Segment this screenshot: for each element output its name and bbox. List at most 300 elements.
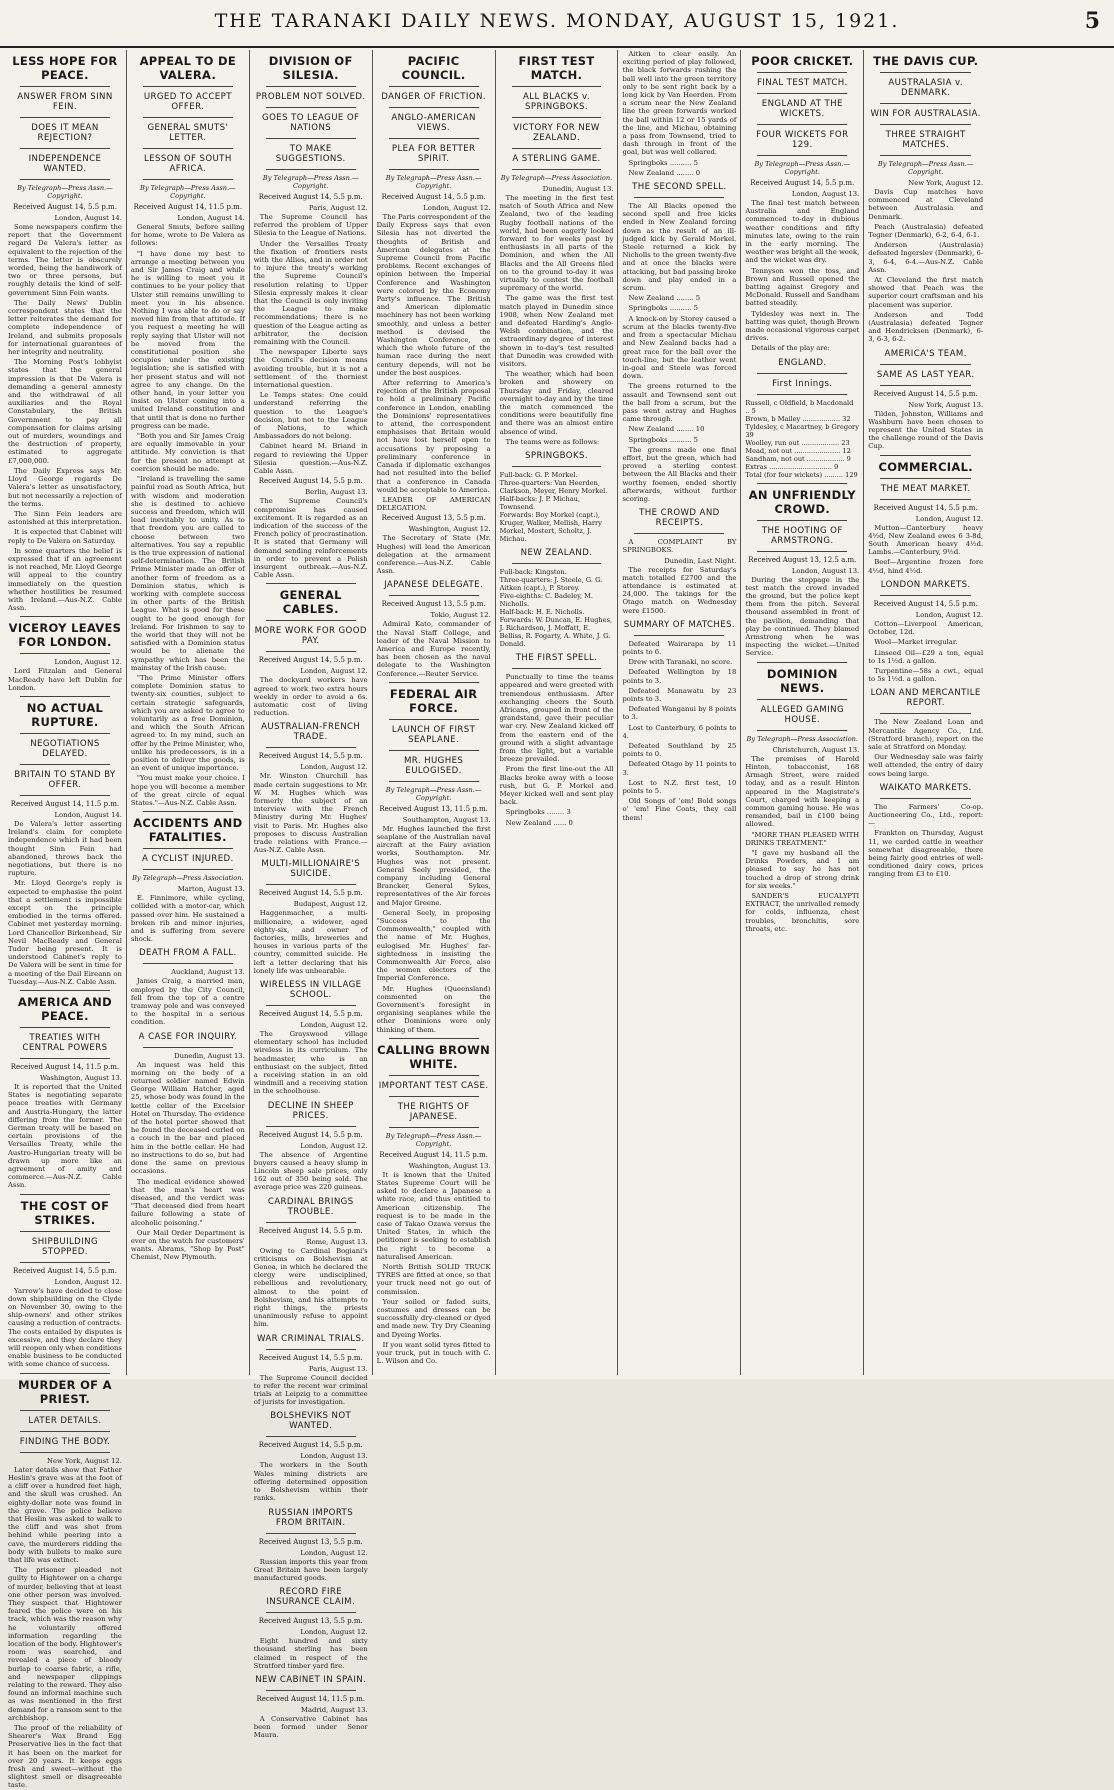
article-paragraph: Tennyson won the toss, and Brown and Russell opened the batting against Gregory and McDonald. Russell and Sandham batted steadily. bbox=[745, 266, 860, 308]
article-paragraph: Yarrow's have decided to close down shipbuilding on the Clyde on November 30, owing to the ship-owners' and other strikes causing a reduction of contracts. The costs entailed by disputes is excessive, and they declare they will reopen only when conditions enable business to be conducted with some chance of success. bbox=[8, 1286, 122, 1369]
article bbox=[131, 811, 245, 943]
article-subheading: ANGLO-AMERICAN VIEWS. bbox=[391, 113, 476, 133]
divider bbox=[20, 1262, 110, 1263]
divider bbox=[389, 781, 479, 782]
divider bbox=[266, 1222, 356, 1223]
article-subheading: AUSTRALASIA v. DENMARK. bbox=[888, 78, 963, 98]
article-dateline: Washington, August 13. bbox=[39, 1074, 122, 1083]
divider bbox=[880, 713, 971, 714]
team-list-row: Half-backs: J. P. Michau, Townsend. bbox=[499, 495, 581, 512]
article bbox=[622, 50, 736, 177]
article-paragraph: Eight hundred and sixty thousand sterling has been claimed in respect of the Stratford timber yard fire. bbox=[253, 1637, 368, 1670]
divider bbox=[389, 682, 479, 683]
divider bbox=[389, 138, 479, 139]
article-paragraph: Tilden, Johnston, Williams and Washburn have been chosen to represent the United States in the challenge round of the Davis Cup. bbox=[868, 409, 984, 451]
article-paragraph: Haggenmacher, a multi-millionaire, a widower, aged eighty-six, and owner of factories, mills, breweries and houses in various parts of the country, committed suicide. He left a letter declaring that his lonely life was unbearable. bbox=[253, 909, 368, 975]
article-paragraph: Mr. Hughes launched the first seaplane of the Australian naval aircraft at the Fairy aviation works, Southampton. Mr. Hughes was not present. General Seely presided, the company including General Brancker, General Sykes, representatives of the Air forces and Major Greene. bbox=[376, 824, 491, 907]
article bbox=[254, 1101, 368, 1192]
article bbox=[745, 662, 859, 933]
article-paragraph: The Grayswood village elementary school has included wireless in its curriculum. The headmaster, who is an enthusiast on the subject, fitted a receiving station in an old windmill and a receiving station in the schoolhouse. bbox=[253, 1030, 368, 1096]
divider bbox=[880, 455, 971, 456]
article-byline: By Telegraph—Press Assn.—Copyright. bbox=[262, 174, 359, 190]
article-received: Received August 14, 5.5 p.m. bbox=[258, 1130, 363, 1139]
article-headline: FIRST TEST MATCH. bbox=[518, 54, 595, 82]
divider bbox=[266, 169, 356, 170]
article-paragraph: Springboks ........ 3 bbox=[505, 808, 571, 817]
article-subheading: GOES TO LEAGUE OF NATIONS bbox=[262, 113, 360, 133]
article-dateline: New York, August 12. bbox=[908, 179, 984, 187]
article-paragraph: De Valera's letter asserting Ireland's claim for complete independence which it had been thought Sinn Fein had abandoned, throws back the negotiations, but there is no rupture. bbox=[8, 819, 122, 878]
article bbox=[254, 1587, 368, 1670]
article-paragraph: Later details show that Father Heslin's grave was at the foot of a cliff over a hundred feet high, and the skull was crushed. An eighty-dollar note was found in the grave. The police believe that Heslin was asked to walk to the cliff and was shot from behind while peering into a cave, the murderers ridding the body with bullets to make sure that life was extinct. bbox=[8, 1465, 122, 1564]
article-subheading: THE HOOTING OF ARMSTRONG. bbox=[761, 525, 843, 546]
article-paragraph: At Cleveland the first match showed that Peach was the superior court craftsman and his placement was superior. bbox=[868, 276, 984, 309]
article-received: Received August 13, 12.5 a.m. bbox=[748, 555, 857, 564]
article-subheading: NEW ZEALAND. bbox=[520, 548, 593, 559]
article-dateline: London, August 13. bbox=[300, 1452, 368, 1461]
divider bbox=[880, 595, 971, 596]
article-paragraph: The premises of Harold Hinton, tobacconist, 168 Armagh Street, were raided today, and as a result Hinton appeared in the Magistrate's Court, charged with keeping a common gaming house. He was remanded, bail in £100 being allowed. bbox=[745, 754, 860, 829]
article-paragraph: The dockyard workers have agreed to work two extra hours weekly in order to avoid a 6s. automatic cost of living reduction. bbox=[253, 676, 368, 718]
article-paragraph: Your soiled or faded suits, costumes and dresses can be successfully dry-cleaned or dyed and made new. Try Dry Cleaning and Dyeing Works. bbox=[376, 1297, 491, 1339]
article-dateline: London, August 12. bbox=[300, 1548, 368, 1557]
article-subheading: SHIPBUILDING STOPPED. bbox=[31, 1236, 99, 1257]
article-paragraph: E. Finnimore, while cycling, collided with a motor-car, which passed over him. He sustained a broken rib and minor injuries, and is suffering from severe shock. bbox=[130, 894, 245, 944]
masthead bbox=[0, 0, 1114, 48]
article-received: Received August 13, 5.5 p.m. bbox=[381, 600, 486, 609]
divider bbox=[143, 117, 233, 118]
article bbox=[500, 653, 614, 827]
divider bbox=[512, 86, 602, 87]
divider bbox=[266, 1349, 356, 1350]
page-number: 5 bbox=[1084, 8, 1100, 34]
article-paragraph: A knock-on by Storey caused a scrum at the blacks twenty-five and from a spectacular Michau and New Zealand backs had a great race for the ball over the touch-line, but the leather went in-goal and Steele was forced down. bbox=[622, 314, 737, 381]
article-dateline: Washington, August 13. bbox=[408, 1161, 491, 1170]
article-headline: APPEAL TO DE VALERA. bbox=[139, 54, 237, 82]
divider bbox=[757, 551, 847, 552]
article-subheading: NEW CABINET IN SPAIN. bbox=[255, 1674, 367, 1685]
divider bbox=[757, 373, 847, 374]
article-paragraph: Linseed Oil—£29 a ton, equal to 1s 1½d. a gallon. bbox=[868, 648, 984, 665]
article bbox=[377, 514, 491, 575]
divider bbox=[266, 1690, 356, 1691]
article-subheading: DEATH FROM A FALL. bbox=[138, 948, 237, 959]
team-list-row: Sandham, not out .................. 9 bbox=[745, 454, 851, 463]
article-paragraph: General Seely, in proposing "Success to the Commonwealth," coupled with the name of Mr. Hughes, eulogised Mr. Hughes' far-sightedness in insisting the Commonwealth Air Force, also the women electors of the Imperial Conference. bbox=[376, 908, 491, 983]
article-paragraph: The meeting in the first test match of South Africa and New Zealand, two of the leading Rugby football nations of the world, had been eagerly looked forward to for weeks past by enthusiasts in all parts of the Dominion, and when the All Blacks and the All Greens filed on to the ground to-day it was virtually to contest the football supremacy of the world. bbox=[499, 194, 614, 293]
article-subheading: INDEPENDENCE WANTED. bbox=[28, 154, 102, 174]
divider bbox=[20, 733, 110, 734]
article-received: Received August 14, 5.5 p.m. bbox=[258, 1441, 363, 1450]
article-subheading: THREE STRAIGHT MATCHES. bbox=[885, 130, 966, 150]
divider bbox=[143, 148, 233, 149]
article-subheading: THE FIRST SPELL. bbox=[515, 653, 598, 664]
article-paragraph: New Zealand ...... 0 bbox=[505, 818, 573, 827]
article-paragraph: From the first line-out the All Blacks broke away with a loose rush, but G. P. Morkel and Meyer kicked well and sent play back. bbox=[499, 765, 614, 807]
article-subheading: MORE WORK FOR GOOD PAY. bbox=[254, 626, 367, 647]
article-byline: By Telegraph—Press Assn.—Copyright. bbox=[385, 785, 482, 802]
team-list-row: Total (for four wickets) ......... 129 bbox=[745, 470, 858, 479]
divider bbox=[389, 595, 479, 596]
article-dateline: Budapest, August 12. bbox=[293, 900, 368, 909]
article-subheading: ALLEGED GAMING HOUSE. bbox=[760, 704, 845, 725]
article-paragraph: New Zealand ........ 5 bbox=[628, 294, 701, 303]
article-dateline: London, August 12. bbox=[54, 658, 122, 667]
article-received: Received August 14, 11.5 p.m. bbox=[10, 1063, 120, 1072]
article bbox=[8, 616, 122, 692]
article bbox=[8, 1373, 122, 1790]
article-paragraph: The Morning Post's lobbyist states that the general impression is that De Valera is demanding a general amnesty and the withdrawal of all auxiliaries and the Royal Constabulary, the British Government to pay all compensation for claims arising out of murders, woundings and the destruction of property, estimated to aggregate £7,000,000. bbox=[8, 358, 122, 465]
team-list-row: Three-quarters: J. Steele, G. G. Aitken (capt.), P. Storey. bbox=[499, 576, 603, 593]
divider bbox=[757, 394, 847, 395]
divider bbox=[512, 117, 602, 118]
divider bbox=[143, 179, 233, 180]
article-paragraph: Our Mail Order Department is ever on the watch for customers' wants. Abrams, "Shop by Post" Chemist, New Plymouth. bbox=[130, 1228, 245, 1262]
column-5 bbox=[496, 50, 619, 1375]
article-headline: COMMERCIAL. bbox=[878, 459, 973, 474]
divider bbox=[512, 668, 602, 669]
divider bbox=[757, 699, 847, 700]
article-paragraph: Anderson and Todd (Australasia) defeated Tegner and Hendricksen (Denmark), 6-3, 6-3, 6-2. bbox=[868, 310, 984, 344]
article-paragraph: Punctually to time the teams appeared and were greeted with tremendous enthusiasm. After exchanging cheers the South Africans, grouped in front of the grandstand, gave their peculiar war cry. New Zealand kicked off from the eastern end of the ground with a slight advantage from the light, but a variable breeze prevailed. bbox=[499, 673, 614, 764]
article-dateline: Madrid, August 13. bbox=[301, 1705, 368, 1714]
article-subheading: AUSTRALIAN-FRENCH TRADE. bbox=[261, 722, 361, 743]
team-list-row: Mead, not out ...................... 12 bbox=[745, 446, 851, 455]
article bbox=[622, 557, 736, 615]
article-paragraph: The workers in the South Wales mining districts are offering determined opposition to Bolshevism within their ranks. bbox=[253, 1461, 368, 1503]
team-list-row: Russell, c Oldfield, b Macdonald .. 5 bbox=[745, 398, 854, 415]
article-paragraph: If you want solid tyres fitted to your truck, put in touch with C. L. Wilson and Co. bbox=[376, 1340, 491, 1366]
article bbox=[500, 54, 614, 446]
article-subheading: FINDING THE BODY. bbox=[19, 1436, 111, 1447]
article-byline: By Telegraph—Press Assn.—Copyright. bbox=[17, 184, 113, 200]
article-paragraph: Mutton—Canterbury heavy 4½d, New Zealand ewes 6 3-8d, South American heavy 4½d. Lambs.—Canterbury, 9½d. bbox=[868, 523, 984, 557]
article-dateline: Dunedin, August 13. bbox=[542, 185, 614, 193]
article-dateline: Dunedin, August 13. bbox=[174, 1051, 245, 1060]
divider bbox=[512, 563, 602, 564]
article-dateline: Rome, August 13. bbox=[306, 1237, 368, 1246]
article-subheading: ENGLAND AT THE WICKETS. bbox=[761, 99, 843, 119]
article-paragraph: The receipts for Saturday's match totalled £2700 and the attendance is estimated at 24,000. The takings for the Otago match on Wednesday were £1500. bbox=[622, 565, 737, 615]
article bbox=[254, 583, 368, 717]
divider bbox=[20, 1027, 110, 1028]
divider bbox=[389, 1075, 479, 1076]
article-paragraph: Springboks .......... 5 bbox=[628, 304, 698, 313]
team-list bbox=[745, 399, 859, 479]
article-byline: By Telegraph—Press Assn.—Copyright. bbox=[385, 1131, 482, 1148]
article-subheading: LATER DETAILS. bbox=[28, 1415, 102, 1426]
divider bbox=[266, 1005, 356, 1006]
article-paragraph: "You must make your choice. I hope you will become a member of the great circle of equal States."—Aus-N.Z. Cable Assn. bbox=[130, 774, 245, 808]
article-subheading: DECLINE IN SHEEP PRICES. bbox=[267, 1100, 354, 1121]
article bbox=[868, 455, 983, 575]
article-subheading: PLEA FOR BETTER SPIRIT. bbox=[391, 144, 476, 164]
article-subheading: AMERICA'S TEAM. bbox=[884, 348, 967, 359]
divider bbox=[20, 86, 110, 87]
article-paragraph: Defeated Otago by 11 points to 3. bbox=[622, 760, 737, 777]
article-paragraph: "Both you and Sir James Craig are equally immovable in your attitude. My conviction is that for the present no attempt at coercion should be made. bbox=[130, 432, 245, 473]
article-headline: LESS HOPE FOR PEACE. bbox=[12, 54, 118, 82]
article bbox=[254, 980, 368, 1096]
article-paragraph: Defeated Wanganui by 8 points to 3. bbox=[622, 705, 737, 722]
divider bbox=[880, 798, 971, 799]
article-subheading: THE CROWD AND RECEIPTS. bbox=[639, 508, 720, 529]
article-headline: ACCIDENTS AND FATALITIES. bbox=[133, 816, 243, 845]
article-headline: AMERICA AND PEACE. bbox=[17, 995, 112, 1024]
article-dateline: Paris, August 12. bbox=[308, 204, 368, 212]
article-received: Received August 14, 5.5 p.m. bbox=[258, 656, 363, 665]
article bbox=[254, 1675, 368, 1740]
article-paragraph: The Daily News' Dublin correspondent states that the letter reiterates the demand for complete independence of Ireland, and submits proposals for international guarantees of her integrity and neutrality. bbox=[8, 298, 122, 357]
article-paragraph: Mr. Hughes (Queensland) commented on the Government's foresight in organising seaplanes while the other Dominions were only thinking of them. bbox=[376, 984, 491, 1034]
article-received: Received August 13, 5.5 p.m. bbox=[381, 514, 486, 523]
article-dateline: Tokio, August 12. bbox=[430, 611, 491, 620]
article bbox=[8, 990, 122, 1190]
article bbox=[8, 54, 122, 612]
divider bbox=[757, 662, 847, 663]
article-paragraph: Turpentine—58s a cwt., equal to 5s 1½d. a gallon. bbox=[868, 666, 984, 684]
article-paragraph: The Supreme Council has referred the problem of Upper Silesia to the League of Nations. bbox=[253, 213, 368, 238]
divider bbox=[389, 750, 479, 751]
article-paragraph: Some newspapers confirm the report that the Government regard De Valera's letter as equivalent to the rejection of the terms. The letter is obscurely worded, being the handiwork of two or three persons, but roughly details the kind of self-government Sinn Fein wants. bbox=[8, 223, 122, 297]
article-received: Received August 13, 11.5 p.m. bbox=[379, 804, 488, 813]
article-received: Received August 14, 5.5 p.m. bbox=[258, 477, 363, 486]
article-paragraph: It is known that the United States Supreme Court will be asked to declare a Japanese a white race, and thus entitled to American citizenship. The request is to be made in the case of Takao Ozawa versus the United States, in which the petitioner is seeking to establish the right to become a naturalised American. bbox=[376, 1170, 491, 1261]
article-dateline: London, August 12. bbox=[300, 763, 368, 772]
article-paragraph: It is expected that Cabinet will reply to De Valera on Saturday. bbox=[8, 528, 122, 545]
article-paragraph: Lost to Canterbury, 6 points to 4. bbox=[622, 723, 737, 740]
article-subheading: SPRINGBOKS. bbox=[525, 451, 588, 462]
divider bbox=[20, 1452, 110, 1453]
divider bbox=[880, 103, 971, 104]
divider bbox=[20, 148, 110, 149]
article-headline: CALLING BROWN WHITE. bbox=[377, 1042, 491, 1071]
divider bbox=[20, 1058, 110, 1059]
article-received: Received August 14, 5.5 p.m. bbox=[258, 1226, 363, 1235]
article-dateline: Marton, August 13. bbox=[177, 885, 245, 894]
column-7 bbox=[741, 50, 864, 1375]
divider bbox=[512, 466, 602, 467]
divider bbox=[880, 499, 971, 500]
divider bbox=[757, 155, 847, 156]
article-received: Received August 14, 5.5 p.m. bbox=[258, 1010, 363, 1018]
article bbox=[254, 1508, 368, 1583]
article-paragraph: The proof of the reliability of Shearer's Wax Brand Egg Preservative lies in the fact that it has been on the market for over 20 years. It keeps eggs fresh and sweet—without the slightest smell or disagreeable taste. bbox=[8, 1723, 122, 1790]
article-subheading: DOES IT MEAN REJECTION? bbox=[31, 123, 99, 143]
article-paragraph: After referring to America's rejection of the British proposal to hold a preliminary Pacific conference in London, enabling the Dominions' representatives to attend, the correspondent emphasises that Britain would not have lost herself open to accusations by proposing a preliminary conference in Canada if diplomatic exchanges had not resulted into the belief that a conference in Canada would be acceptable to America. bbox=[376, 379, 491, 494]
divider bbox=[20, 653, 110, 654]
article-paragraph: Aitken to clear easily. An exciting period of play followed, the black forwards rushing the ball well into the green territory only to be sent right back by a long kick by Van Heerden. From a scrum near the New Zealand line the green forwards worked the ball within 12 or 15 yards of the line, and Michau, obtaining a pass from Townsend, tried to dash through in front of the goal, but was well collared. bbox=[622, 50, 737, 157]
article-subheading: VICTORY FOR NEW ZEALAND. bbox=[513, 123, 600, 143]
article-dateline: London, August 12. bbox=[423, 204, 491, 212]
divider bbox=[20, 1431, 110, 1432]
team-list-row: Brown, b Mailey .................. 32 bbox=[745, 414, 851, 423]
article-byline: By Telegraph—Press Assn.—Copyright. bbox=[754, 160, 851, 176]
article-dateline: London, August 12. bbox=[915, 514, 984, 523]
divider bbox=[266, 583, 356, 584]
article bbox=[131, 1032, 245, 1262]
article-headline: FEDERAL AIR FORCE. bbox=[389, 686, 478, 715]
article-paragraph: Owing to Cardinal Bogiani's criticisms on Bolshevism at Genoa, in which he declared the clergy were undisciplined, rebellious and revolutionary, almost to the point of Bolshevism, and his attempts to right things, the priests unanimously refuse to appoint him. bbox=[253, 1246, 368, 1329]
article-paragraph: Mr. Winston Churchill has made certain suggestions to Mr. W. M. Hughes which was formerly the subject of an interview with the French Ministry during Mr. Hughes' visit to Paris. Mr. Hughes also proposes to discuss Australian trade relations with France.—Aus-N.Z. Cable Assn. bbox=[253, 772, 368, 855]
divider bbox=[757, 483, 847, 484]
article-dateline: London, August 12. bbox=[300, 1141, 368, 1150]
article-byline: By Telegraph—Press Assn.—Copyright. bbox=[877, 160, 974, 176]
article bbox=[868, 54, 983, 344]
article-paragraph: Drew with Taranaki, no score. bbox=[628, 658, 733, 667]
article-paragraph: A COMPLAINT BY SPRINGBOKS. bbox=[622, 538, 737, 555]
article-received: Received August 14, 5.5 p.m. bbox=[873, 389, 978, 398]
article-received: Received August 14, 5.5 p.m. bbox=[873, 599, 978, 608]
article-paragraph: Defeated Wairarapa by 11 points to 6. bbox=[622, 639, 737, 656]
article-paragraph: A Conservative Cabinet has been formed under Senor Maura. bbox=[253, 1714, 368, 1740]
article-paragraph: Springboks .......... 5 bbox=[628, 435, 698, 444]
article-paragraph: The greens returned to the assault and Townsend sent out the ball from a scrum, but the pass went astray and Hughes came through. bbox=[622, 382, 737, 424]
team-list-row: Woolley, run out .................. 23 bbox=[745, 438, 850, 447]
divider bbox=[266, 651, 356, 652]
article-subheading: THE RIGHTS OF JAPANESE. bbox=[397, 1101, 470, 1122]
article-byline: By Telegraph—Press Association. bbox=[500, 174, 613, 182]
columns bbox=[4, 50, 1110, 1790]
article-subheading: FOUR WICKETS FOR 129. bbox=[756, 130, 849, 150]
article-paragraph: The Secretary of State (Mr. Hughes) will lead the American delegation at the armament conference.—Aus-N.Z. Cable Assn. bbox=[376, 534, 491, 576]
article-subheading: GENERAL SMUTS' LETTER. bbox=[147, 123, 229, 143]
article bbox=[745, 54, 859, 353]
divider bbox=[266, 86, 356, 87]
team-list-row: Half-back: H. E. Nicholls. bbox=[499, 608, 585, 617]
article-headline: MURDER OF A PRIEST. bbox=[18, 1377, 112, 1406]
divider bbox=[757, 72, 847, 73]
article-dateline: New York, August 12. bbox=[47, 1456, 122, 1465]
article-paragraph: Beef—Argentine frozen fore 4½d, hind 4½d. bbox=[868, 558, 984, 575]
article-paragraph: The All Blacks opened the second spell and free kicks ended in New Zealand forcing down as the result of an ill-judged kick by Gerald Morkel. Steele returned a kick by Nicholls to the green twenty-five and at once the blacks were attacking, but bad passing broke down and play ended in a scrum. bbox=[622, 202, 737, 293]
team-list bbox=[500, 471, 614, 543]
article-paragraph: The absence of Argentine buyers caused a heavy slump in Lincoln sheep sale prices, only 162 out of 350 being sold. The average price was 220 guineas. bbox=[253, 1150, 368, 1192]
article-dateline: Paris, August 13. bbox=[308, 1364, 368, 1373]
masthead-title: THE TARANAKI DAILY NEWS. MONDAY, AUGUST 15, 1921. bbox=[214, 10, 900, 32]
article-subheading: MR. HUGHES EULOGISED. bbox=[403, 755, 464, 776]
article-paragraph: Springboks .......... 5 bbox=[628, 158, 698, 167]
article bbox=[254, 1197, 368, 1329]
article bbox=[868, 688, 983, 777]
article-dateline: London, August 14. bbox=[54, 214, 122, 222]
divider bbox=[880, 385, 971, 386]
article-subheading: RUSSIAN IMPORTS FROM BRITAIN. bbox=[268, 1507, 354, 1528]
divider bbox=[880, 124, 971, 125]
article-paragraph: During the stoppage in the test match the crowd invaded the ground, but the police kept them from the pitch. Several thousand assembled in front of the pavilion, demanding that play be continued. They blamed Armstrong when he was inspecting the wicket.—United Service. bbox=[745, 575, 860, 658]
article-subheading: URGED TO ACCEPT OFFER. bbox=[143, 92, 232, 112]
divider bbox=[143, 86, 233, 87]
article-paragraph: The greens made one final effort, but the green, which had proved a sterling contest between the All Blacks and their worthy foemen, ended shortly afterwards, without further scoring. bbox=[622, 445, 737, 503]
article bbox=[500, 451, 614, 543]
divider bbox=[757, 93, 847, 94]
article-paragraph: North British SOLID TRUCK TYRES are fitted at once, so that your truck need not go out of commission. bbox=[376, 1263, 491, 1296]
article-subheading: MULTI-MILLIONAIRE'S SUICIDE. bbox=[261, 859, 361, 880]
divider bbox=[880, 364, 971, 365]
divider bbox=[757, 520, 847, 521]
divider bbox=[266, 1436, 356, 1437]
article-dateline: Berlin, August 13. bbox=[305, 488, 368, 497]
article-dateline: London, August 14. bbox=[177, 214, 245, 222]
divider bbox=[880, 155, 971, 156]
divider bbox=[512, 169, 602, 170]
team-list-row: Full-back: Kingston. bbox=[499, 568, 567, 577]
article-paragraph: Lost to N.Z. first test, 10 points to 5. bbox=[622, 778, 737, 796]
article-paragraph: Admiral Kato, commander of the Naval Staff College, and leader of the Naval Mission to America and Europe recently, has been chosen as the naval delegate to the Washington Conference.—Reuter Service. bbox=[376, 620, 491, 678]
article bbox=[254, 477, 368, 579]
article-paragraph: The Sinn Fein leaders are astonished at this interpretation. bbox=[8, 509, 122, 527]
article-subheading: TO MAKE SUGGESTIONS. bbox=[275, 144, 346, 164]
article-headline: POOR CRICKET. bbox=[751, 54, 854, 68]
article-paragraph: The medical evidence showed that the man's heart was diseased, and the verdict was: "That deceased died from heart failure following a state of alcoholic poisoning." bbox=[130, 1177, 245, 1227]
article-byline: By Telegraph—Press Association. bbox=[132, 874, 244, 883]
article-received: Received August 14, 11.5 p.m. bbox=[10, 799, 120, 808]
article-subheading: DANGER OF FRICTION. bbox=[381, 92, 486, 102]
divider bbox=[266, 107, 356, 108]
article-dateline: London, August 12. bbox=[54, 1277, 122, 1286]
article bbox=[868, 349, 983, 451]
article bbox=[622, 620, 736, 822]
divider bbox=[266, 1126, 356, 1127]
article-received: Received August 14, 5.5 p.m. bbox=[12, 1266, 117, 1275]
divider bbox=[20, 1231, 110, 1232]
column-1 bbox=[4, 50, 127, 1790]
article-received: Received August 14, 5.5 p.m. bbox=[12, 203, 117, 211]
article-subheading: WIRELESS IN VILLAGE SCHOOL. bbox=[259, 980, 362, 1000]
article-dateline: London, August 14. bbox=[54, 810, 122, 819]
article-subheading: WIN FOR AUSTRALASIA. bbox=[870, 109, 981, 119]
article-paragraph: The Daily Express says Mr. Lloyd George regards De Valera's letter as unsatisfactory, but not necessarily a rejection of the terms. bbox=[8, 466, 122, 508]
article-paragraph: Defeated Manawatu by 23 points to 3. bbox=[622, 686, 737, 703]
article-paragraph: The newspaper Liberte says the Council's decision means avoiding trouble, but it is not a settlement of the thorniest international question. bbox=[253, 348, 368, 390]
article-subheading: PROBLEM NOT SOLVED. bbox=[255, 92, 366, 102]
article-paragraph: New Zealand ........ 0 bbox=[628, 168, 701, 177]
article-dateline: London, August 13. bbox=[791, 566, 860, 575]
divider bbox=[389, 1096, 479, 1097]
article-paragraph: Details of the play are: bbox=[751, 344, 830, 353]
article-paragraph: The Supreme Council decided to refer the recent war criminal trials at Leipzig to a committee of jurists for investigation. bbox=[253, 1373, 368, 1407]
article-received: Received August 14, 5.5 p.m. bbox=[750, 179, 855, 187]
article-received: Received August 14, 11.5 p.m. bbox=[256, 1694, 365, 1703]
article-paragraph: It is reported that the United States is negotiating separate peace treaties with Germany and Austria-Hungary, the latter differing from the former. The German treaty will be based on certain provisions of the Versailles Treaty, while the Austro-Hungarian treaty will be drawn up more like an agreement of amity and commerce.—Aus-N.Z. Cable Assn. bbox=[8, 1083, 122, 1190]
article-paragraph: The Supreme Council's compromise has caused excitement. It is regarded as an indication of the success of the French policy of procrastination. It is stated that Germany will demand sending reinforcements in order to prevent a Polish insurgent outbreak.—Aus-N.Z. Cable Assn. bbox=[253, 497, 368, 580]
article-dateline: London, August 12. bbox=[915, 610, 984, 619]
article-received: Received August 14, 5.5 p.m. bbox=[258, 1353, 363, 1362]
article-subheading: RECORD FIRE INSURANCE CLAIM. bbox=[266, 1587, 356, 1608]
team-list bbox=[500, 568, 614, 648]
article-subheading: A CASE FOR INQUIRY. bbox=[138, 1031, 237, 1042]
divider bbox=[389, 107, 479, 108]
article bbox=[622, 508, 736, 554]
article-subheading: LAUNCH OF FIRST SEAPLANE. bbox=[391, 724, 476, 745]
article-paragraph: Wool—Market irregular. bbox=[874, 638, 958, 647]
article-headline: DOMINION NEWS. bbox=[766, 666, 838, 695]
article bbox=[377, 682, 491, 1034]
article-paragraph: "I have done my best to arrange a meeting between you and Sir James Craig and while he is willing to meet you it continues to be your policy that Ulster still remains unwilling to meet you in his absence. Nothing I was able to do or say moved him from that attitude. If you request a meeting he will reply saying that Ulster will not be moved from the constitutional position she occupies under the existing legislation; she is satisfied with her present status and will not agree to any change. On the other hand, in your letter you insist on Ulster coming into a united Ireland constitution and that until that is done no further progress can be made. bbox=[130, 249, 245, 430]
divider bbox=[757, 730, 847, 731]
article-dateline: New York, August 13. bbox=[908, 400, 984, 409]
article-subheading: A CYCLIST INJURED. bbox=[141, 854, 234, 865]
article-paragraph: Defeated Southland by 25 points to 0. bbox=[622, 742, 737, 759]
divider bbox=[757, 124, 847, 125]
divider bbox=[143, 869, 233, 870]
divider bbox=[143, 811, 233, 812]
article-dateline: Christchurch, August 13. bbox=[772, 745, 860, 754]
article-paragraph: Tyldesley was next in. The batting was quiet, though Brown made occasional vigorous carpet drives. bbox=[745, 309, 860, 343]
divider bbox=[634, 635, 724, 636]
article-dateline: London, August 12. bbox=[300, 667, 368, 676]
divider bbox=[20, 764, 110, 765]
